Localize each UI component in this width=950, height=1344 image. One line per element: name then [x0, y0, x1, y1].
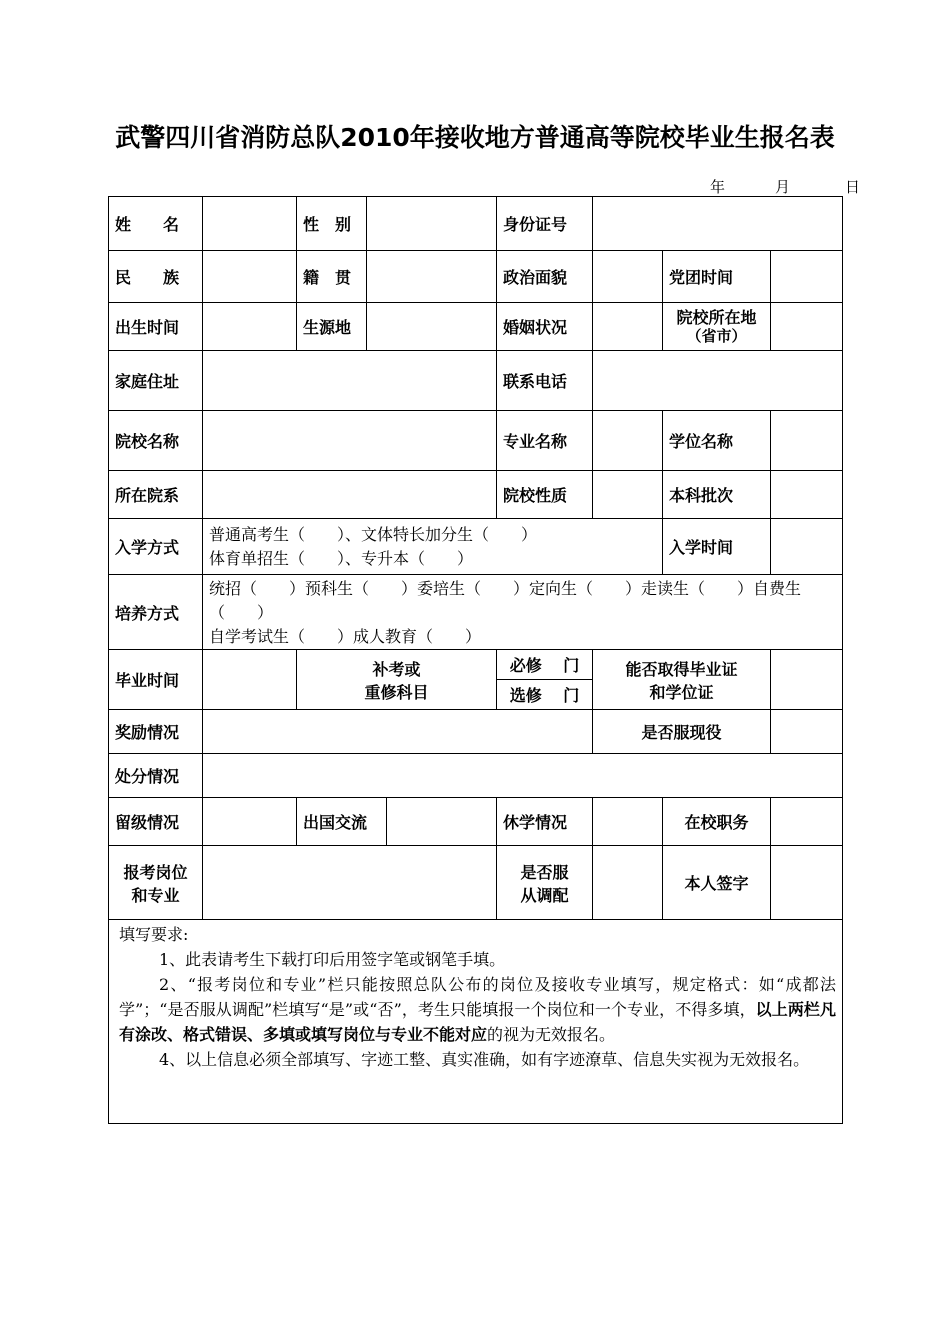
field-home[interactable]	[203, 351, 497, 411]
label-abroad: 出国交流	[297, 798, 387, 846]
label-dept: 所在院系	[109, 471, 203, 519]
field-cert[interactable]	[771, 650, 843, 710]
field-origin[interactable]	[367, 303, 497, 351]
field-marital[interactable]	[593, 303, 663, 351]
field-major[interactable]	[593, 411, 663, 471]
label-gender: 性 别	[297, 197, 367, 251]
label-party-time: 党团时间	[663, 251, 771, 303]
label-political: 政治面貌	[497, 251, 593, 303]
label-retake: 补考或 重修科目	[297, 650, 497, 710]
requirements-heading: 填写要求:	[119, 925, 189, 944]
date-month: 月	[775, 178, 791, 196]
label-origin: 生源地	[297, 303, 367, 351]
field-obey[interactable]	[593, 846, 663, 920]
date-day: 日	[845, 178, 861, 196]
label-sign: 本人签字	[663, 846, 771, 920]
registration-form	[108, 196, 843, 1124]
field-awards[interactable]	[203, 710, 593, 754]
requirement-item-4: 4、以上信息必须全部填写、字迹工整、真实准确，如有字迹潦草、信息失实视为无效报名。	[159, 1050, 810, 1069]
label-native: 籍 贯	[297, 251, 367, 303]
field-school[interactable]	[203, 411, 497, 471]
field-active-duty[interactable]	[771, 710, 843, 754]
label-required: 必修 门	[497, 650, 593, 680]
label-name: 姓 名	[109, 197, 203, 251]
field-gender[interactable]	[367, 197, 497, 251]
label-school-location: 院校所在地 （省市）	[663, 303, 771, 351]
field-batch[interactable]	[771, 471, 843, 519]
label-punish: 处分情况	[109, 754, 203, 798]
field-native[interactable]	[367, 251, 497, 303]
field-school-type[interactable]	[593, 471, 663, 519]
label-active-duty: 是否服现役	[593, 710, 771, 754]
label-cert: 能否取得毕业证 和学位证	[593, 650, 771, 710]
field-position[interactable]	[771, 798, 843, 846]
field-punish[interactable]	[203, 754, 843, 798]
field-name[interactable]	[203, 197, 297, 251]
field-apply[interactable]	[203, 846, 497, 920]
page-title: 武警四川省消防总队2010年接收地方普通高等院校毕业生报名表	[115, 123, 835, 152]
label-training: 培养方式	[109, 575, 203, 650]
date-year: 年	[710, 178, 726, 196]
field-school-location[interactable]	[771, 303, 843, 351]
label-id-no: 身份证号	[497, 197, 593, 251]
label-major: 专业名称	[497, 411, 593, 471]
field-birth[interactable]	[203, 303, 297, 351]
label-obey: 是否服 从调配	[497, 846, 593, 920]
label-birth: 出生时间	[109, 303, 203, 351]
label-repeat: 留级情况	[109, 798, 203, 846]
requirements-section	[109, 920, 843, 1124]
field-sign[interactable]	[771, 846, 843, 920]
field-ethnic[interactable]	[203, 251, 297, 303]
label-apply: 报考岗位 和专业	[109, 846, 203, 920]
label-grad-time: 毕业时间	[109, 650, 203, 710]
field-phone[interactable]	[593, 351, 843, 411]
field-party-time[interactable]	[771, 251, 843, 303]
label-home: 家庭住址	[109, 351, 203, 411]
field-abroad[interactable]	[387, 798, 497, 846]
label-awards: 奖励情况	[109, 710, 203, 754]
field-id-no[interactable]	[593, 197, 843, 251]
field-grad-time[interactable]	[203, 650, 297, 710]
label-admission-time: 入学时间	[663, 519, 771, 575]
field-repeat[interactable]	[203, 798, 297, 846]
field-dept[interactable]	[203, 471, 497, 519]
label-school-type: 院校性质	[497, 471, 593, 519]
requirement-item-2: 2、“报考岗位和专业”栏只能按照总队公布的岗位及接收专业填写，规定格式：如“成都法学”；“是否服从调配”栏填写“是”或“否”，考生只能填报一个岗位和一个专业，不得多填，以上两栏凡有涂改、格式错误、多填或填写岗位与专业不能对应的视为无效报名。	[119, 975, 836, 1044]
label-degree: 学位名称	[663, 411, 771, 471]
field-degree[interactable]	[771, 411, 843, 471]
label-ethnic: 民 族	[109, 251, 203, 303]
label-phone: 联系电话	[497, 351, 593, 411]
label-admission: 入学方式	[109, 519, 203, 575]
field-suspend[interactable]	[593, 798, 663, 846]
label-school: 院校名称	[109, 411, 203, 471]
label-suspend: 休学情况	[497, 798, 593, 846]
field-political[interactable]	[593, 251, 663, 303]
label-elective: 选修 门	[497, 680, 593, 710]
label-position: 在校职务	[663, 798, 771, 846]
field-admission-options[interactable]: 普通高考生（ ）、文体特长加分生（ ） 体育单招生（ ）、专升本（ ）	[203, 519, 663, 575]
field-training-options[interactable]: 统招（ ）预科生（ ）委培生（ ）定向生（ ）走读生（ ）自费生（ ） 自学考试生（ ）成人教育（ ）	[203, 575, 843, 650]
label-marital: 婚姻状况	[497, 303, 593, 351]
label-batch: 本科批次	[663, 471, 771, 519]
requirement-item-1: 1、此表请考生下载打印后用签字笔或钢笔手填。	[159, 950, 506, 969]
field-admission-time[interactable]	[771, 519, 843, 575]
